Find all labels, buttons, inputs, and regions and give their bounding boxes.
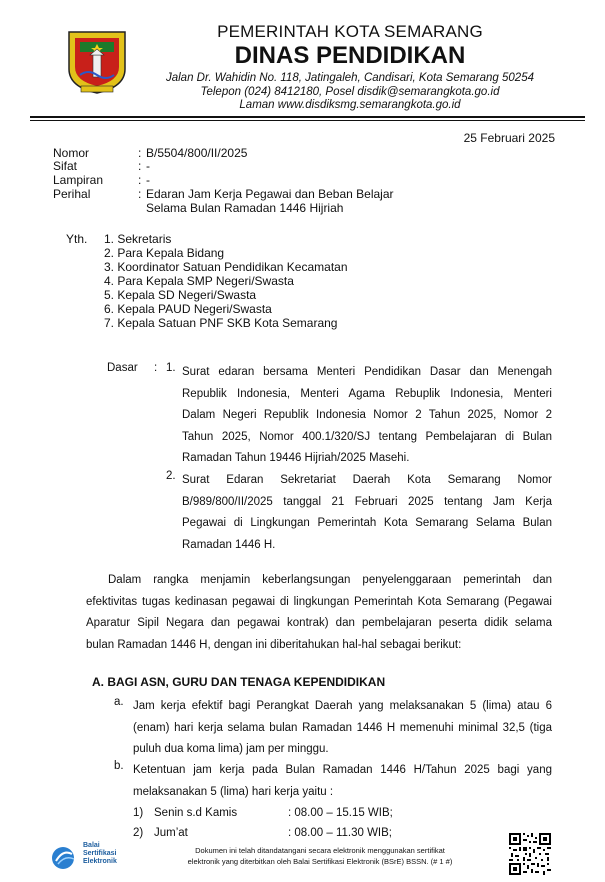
intro-paragraph (86, 570, 552, 656)
item-letter: a. (114, 696, 124, 708)
e-signature-notice (160, 845, 480, 867)
semarang-city-emblem (66, 29, 128, 95)
recipient-salutation: Yth. (66, 232, 88, 246)
meta-label: Lampiran (53, 173, 104, 187)
schedule-day: Senin s.d Kamis (154, 807, 238, 819)
item-letter: b. (114, 760, 124, 772)
letterhead-website: Laman www.disdiksmg.semarangkota.go.id (239, 99, 461, 111)
meta-value: - (146, 159, 150, 173)
recipient-item: 5. Kepala SD Negeri/Swasta (104, 288, 257, 302)
dasar-line: Surat Edaran Sekretariat Daerah Kota Semarang Nomor (182, 474, 552, 486)
intro-line: Aparatur Sipil Negara dan pegawai kontrak) dan pembelajaran peserta didik selama (86, 617, 552, 629)
letterhead-government: PEMERINTAH KOTA SEMARANG (217, 22, 483, 41)
letter-date: 25 Februari 2025 (463, 131, 555, 145)
meta-colon: : (138, 146, 142, 160)
meta-colon: : (138, 173, 142, 187)
item-line: puluh dua koma lima) jam per minggu. (133, 743, 329, 755)
dasar-line: Ramadan 1446 H. (182, 538, 276, 551)
schedule-day: Jum’at (154, 827, 188, 839)
e-signature-line: Dokumen ini telah ditandatangani secara elektronik menggunakan sertifikat (195, 846, 445, 855)
schedule-row (133, 803, 433, 825)
intro-line: bulan Ramadan 1446 H, dengan ini diberitahukan hal-hal sebagai berikut: (86, 638, 462, 651)
schedule-number: 2) (133, 827, 144, 839)
dasar-item-1 (182, 362, 552, 470)
recipient-item: 2. Para Kepala Bidang (104, 246, 225, 260)
dasar-colon: : (154, 362, 158, 374)
qr-code-icon (508, 832, 552, 876)
dasar-line: Tahun 2025, Nomor 400.1/320/SJ tentang Pembelajaran di Bulan (182, 430, 552, 443)
meta-label: Sifat (53, 159, 78, 173)
dasar-line: Ramadan Tahun 19446 Hijriah/2025 Masehi. (182, 452, 410, 464)
meta-value-cont: Selama Bulan Ramadan 1446 Hijriah (146, 201, 344, 215)
item-line: Jam kerja efektif bagi Perangkat Daerah yang melaksanakan 5 (lima) atau 6 (133, 700, 552, 712)
dasar-number: 2. (166, 470, 176, 482)
dasar-line: B/989/800/II/2025 tanggal 21 Februari 2025 tentang Jam Kerja (182, 495, 552, 508)
letterhead-contact (140, 72, 560, 113)
item-a (133, 696, 552, 761)
item-line: Ketentuan jam kerja pada Bulan Ramadan 1446 H/Tahun 2025 bagi yang (133, 764, 552, 776)
meta-label: Perihal (53, 187, 91, 201)
bsre-logo-line: Elektronik (83, 858, 117, 865)
item-line: melaksanakan 5 (lima) hari kerja yaitu : (133, 785, 334, 798)
bsre-logo-line: Balai (83, 842, 100, 849)
meta-colon: : (138, 187, 142, 201)
dasar-line: Surat edaran bersama Menteri Pendidikan Dasar dan Menengah (182, 366, 552, 378)
meta-value: Edaran Jam Kerja Pegawai dan Beban Belajar (146, 187, 394, 201)
letterhead-agency: DINAS PENDIDIKAN (234, 42, 466, 69)
e-signature-line: elektronik yang diterbitkan oleh Balai Sertifikasi Elektronik (BSrE) BSSN. (# 1 #) (187, 857, 453, 866)
letterhead-rule-thick (30, 116, 585, 118)
item-line: (enam) hari kerja selama bulan Ramadan 1446 H memenuhi minimal 32,5 (tiga (133, 721, 552, 734)
recipient-item: 7. Kepala Satuan PNF SKB Kota Semarang (104, 316, 338, 330)
recipient-item: 3. Koordinator Satuan Pendidikan Kecamatan (104, 260, 348, 274)
letterhead-address: Jalan Dr. Wahidin No. 118, Jatingaleh, Candisari, Kota Semarang 50254 (165, 72, 534, 84)
schedule-time: : 08.00 – 11.30 WIB; (288, 827, 392, 839)
letterhead-rule-thin (30, 120, 585, 121)
dasar-line: Republik Indonesia, Menteri Agama Rebuplik Indonesia, Menteri (182, 387, 552, 400)
bsre-logo-line: Sertifikasi (83, 850, 117, 857)
meta-label: Nomor (53, 146, 90, 160)
intro-line: Dalam rangka menjamin keberlangsungan penyelenggaraan pemerintah dan (108, 574, 552, 586)
recipient-item: 6. Kepala PAUD Negeri/Swasta (104, 302, 272, 316)
intro-line: efektivitas tugas kedinasan pegawai di lingkungan Pemerintah Kota Semarang (Pegawai (86, 595, 552, 608)
bsre-logo-text (83, 842, 117, 866)
schedule-number: 1) (133, 807, 144, 819)
bsre-logo-icon (50, 845, 80, 871)
dasar-item-2 (182, 470, 552, 556)
schedule-row (133, 823, 433, 845)
recipient-list (104, 232, 348, 330)
dasar-label: Dasar (107, 362, 138, 374)
meta-value: B/5504/800/II/2025 (146, 146, 248, 160)
item-b (133, 760, 552, 803)
letterhead-phone-email: Telepon (024) 8412180, Posel disdik@semarangkota.go.id (200, 85, 500, 98)
dasar-line: Pegawai di Lingkungan Pemerintah Kota Semarang Selama Bulan (182, 517, 552, 529)
meta-value: - (146, 173, 150, 187)
section-a-heading: A. BAGI ASN, GURU DAN TENAGA KEPENDIDIKAN (92, 675, 386, 689)
recipient-item: 1. Sekretaris (104, 232, 172, 246)
meta-colon: : (138, 159, 142, 173)
dasar-number: 1. (166, 362, 176, 374)
recipient-item: 4. Para Kepala SMP Negeri/Swasta (104, 274, 294, 288)
dasar-line: Dalam Negeri Republik Indonesia Nomor 2 Tahun 2025, Nomor 2 (182, 409, 552, 421)
schedule-time: : 08.00 – 15.15 WIB; (288, 807, 393, 819)
